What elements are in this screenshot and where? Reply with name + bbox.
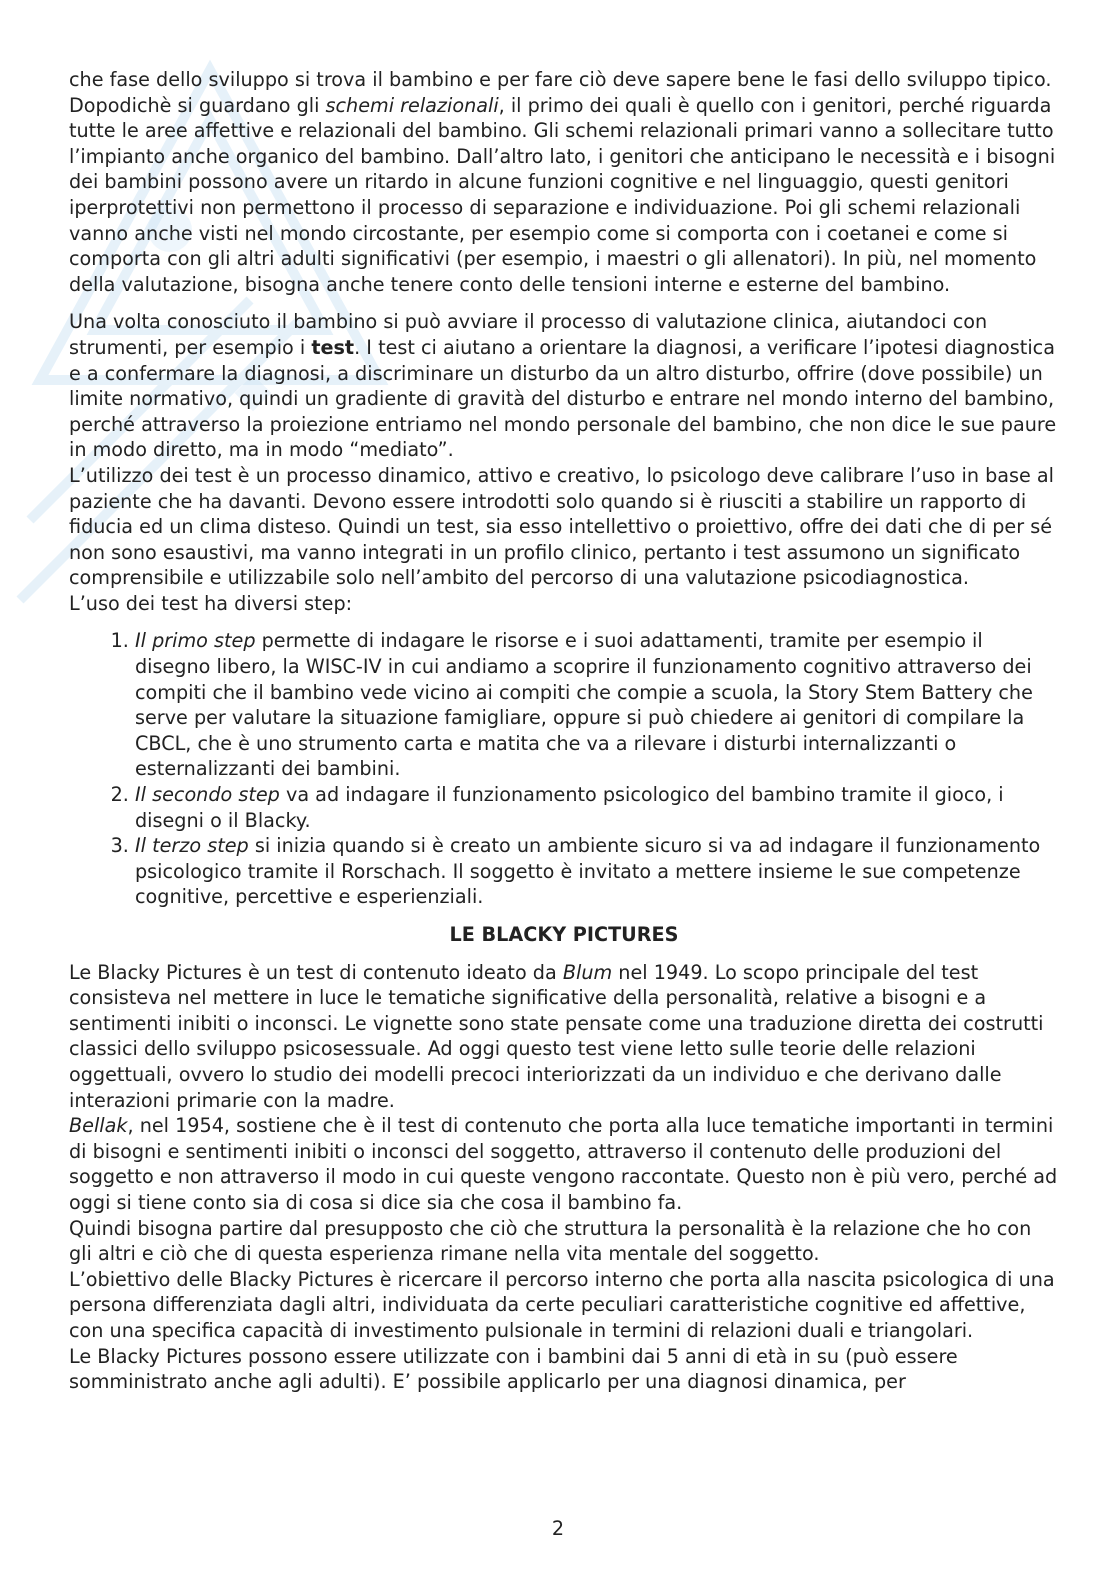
section-heading: LE BLACKY PICTURES xyxy=(449,923,679,946)
bold-term: test xyxy=(311,335,355,359)
italic-term: Il primo step xyxy=(135,629,256,653)
text-run: si inizia quando si è creato un ambiente sicuro si va ad indagare il funzionamento psicologico tramite il Rorschach. Il soggetto è invitato a mettere insieme le sue competenze cognitive, percettive e esperienziali. xyxy=(135,834,1041,909)
text-run: Una volta conosciuto il bambino si può avviare il processo di valutazione clinica, aiutandoci con strumenti, per esempio i xyxy=(69,310,988,359)
page-number: 2 xyxy=(551,1517,565,1540)
list-item xyxy=(135,628,1059,782)
text-run: che fase dello sviluppo si trova il bambino e per fare ciò deve sapere bene le fasi dello sviluppo tipico. Dopodichè si guardano gli xyxy=(69,68,1052,117)
paragraph-relational-schemes xyxy=(69,67,1059,297)
italic-term: Il terzo step xyxy=(135,834,249,858)
text-run: Le Blacky Pictures è un test di contenuto ideato da xyxy=(69,960,563,984)
paragraph-blacky-intro xyxy=(69,960,1059,1114)
paragraph-bellak xyxy=(69,1113,1059,1215)
italic-term: Bellak xyxy=(69,1114,128,1138)
italic-term: schemi relazionali xyxy=(325,93,499,117)
text-run: va ad indagare il funzionamento psicologico del bambino tramite il gioco, i disegni o il Blacky. xyxy=(135,783,1004,832)
paragraph-steps-intro: L’uso dei test ha diversi step: xyxy=(69,591,353,615)
paragraph-test-usage: L’utilizzo dei test è un processo dinamico, attivo e creativo, lo psicologo deve calibrare l’uso in base al paziente che ha davanti. Devono essere introdotti solo quando si è riusciti a stabilire un rapporto di fiducia ed un clima disteso. Quindi un test, sia esso intellettivo o proiettivo, offre dei dati che di per sé non sono esaustivi, ma vanno integrati in un profilo clinico, pertanto i test assumono un significato comprensibile e utilizzabile solo nell’ambito del percorso di una valutazione psicodiagnostica. xyxy=(69,463,1055,590)
text-run: . I test ci aiutano a orientare la diagnosi, a verificare l’ipotesi diagnostica e a confermare la diagnosi, a discriminare un disturbo da un altro disturbo, offrire (dove possibile) un limite normativo, quindi un gradiente di gravità del disturbo e entrare nel mondo interno del bambino, perché attraverso la proiezione entriamo nel mondo personale del bambino, che non dice le sue paure in modo diretto, ma in modo “mediato”. xyxy=(69,335,1057,462)
italic-term: Il secondo step xyxy=(135,783,280,807)
text-run: permette di indagare le risorse e i suoi adattamenti, tramite per esempio il disegno libero, la WISC-IV in cui andiamo a scoprire il funzionamento cognitivo attraverso dei compiti che il bambino vede vicino ai compiti che compie a scuola, la Story Stem Battery che serve per valutare la situazione famigliare, oppure si può chiedere ai genitori di compilare la CBCL, che è uno strumento carta e matita che va a rilevare i disturbi internalizzanti o esternalizzanti dei bambini. xyxy=(135,629,1033,781)
paragraph-age-range: Le Blacky Pictures possono essere utilizzate con i bambini dai 5 anni di età in su (può essere somministrato anche agli adulti). E’ possibile applicarlo per una diagnosi dinamica, per xyxy=(69,1344,958,1394)
document-body xyxy=(69,67,1059,1395)
paragraph-clinical-evaluation xyxy=(69,309,1059,463)
text-run: , nel 1954, sostiene che è il test di contenuto che porta alla luce tematiche importanti in termini di bisogni e sentimenti inibiti o inconsci del soggetto, attraverso il contenuto delle produzioni del soggetto e non attraverso il modo in cui queste vengono raccontate. Questo non è più vero, perché ad oggi si tiene conto sia di cosa si dice sia che cosa il bambino fa. xyxy=(69,1114,1058,1214)
list-item xyxy=(135,782,1059,833)
paragraph-personality-structure: Quindi bisogna partire dal presupposto che ciò che struttura la personalità è la relazione che ho con gli altri e ciò che di questa esperienza rimane nella vita mentale del soggetto. xyxy=(69,1216,1032,1266)
steps-list xyxy=(69,628,1059,910)
text-run: nel 1949. Lo scopo principale del test consisteva nel mettere in luce le tematiche significative della personalità, relative a bisogni e a sentimenti inibiti o inconsci. Le vignette sono state pensate come una traduzione diretta dei costrutti classici dello sviluppo psicosessuale. Ad oggi questo test viene letto sulle teorie delle relazioni oggettuali, ovvero lo studio dei modelli precoci interiorizzati da un individuo e che derivano dalle interazioni primarie con la madre. xyxy=(69,960,1044,1112)
text-run: , il primo dei quali è quello con i genitori, perché riguarda tutte le aree affettive e relazionali del bambino. Gli schemi relazionali primari vanno a sollecitare tutto l’impianto anche organico del bambino. Dall’altro lato, i genitori che anticipano le necessità e i bisogni dei bambini possono avere un ritardo in alcune funzioni cognitive e nel linguaggio, questi genitori iperprotettivi non permettono il processo di separazione e individuazione. Poi gli schemi relazionali vanno anche visti nel mondo circostante, per esempio come si comporta con i coetanei e come si comporta con gli altri adulti significativi (per esempio, i maestri o gli allenatori). In più, nel momento della valutazione, bisogna anche tenere conto delle tensioni interne e esterne del bambino. xyxy=(69,93,1056,296)
italic-term: Blum xyxy=(562,960,613,984)
paragraph-objective: L’obiettivo delle Blacky Pictures è ricercare il percorso interno che porta alla nascita psicologica di una persona differenziata dagli altri, individuata da certe peculiari caratteristiche cognitive ed affettive, con una specifica capacità di investimento pulsionale in termini di relazioni duali e triangolari. xyxy=(69,1267,1055,1342)
list-item xyxy=(135,833,1059,910)
